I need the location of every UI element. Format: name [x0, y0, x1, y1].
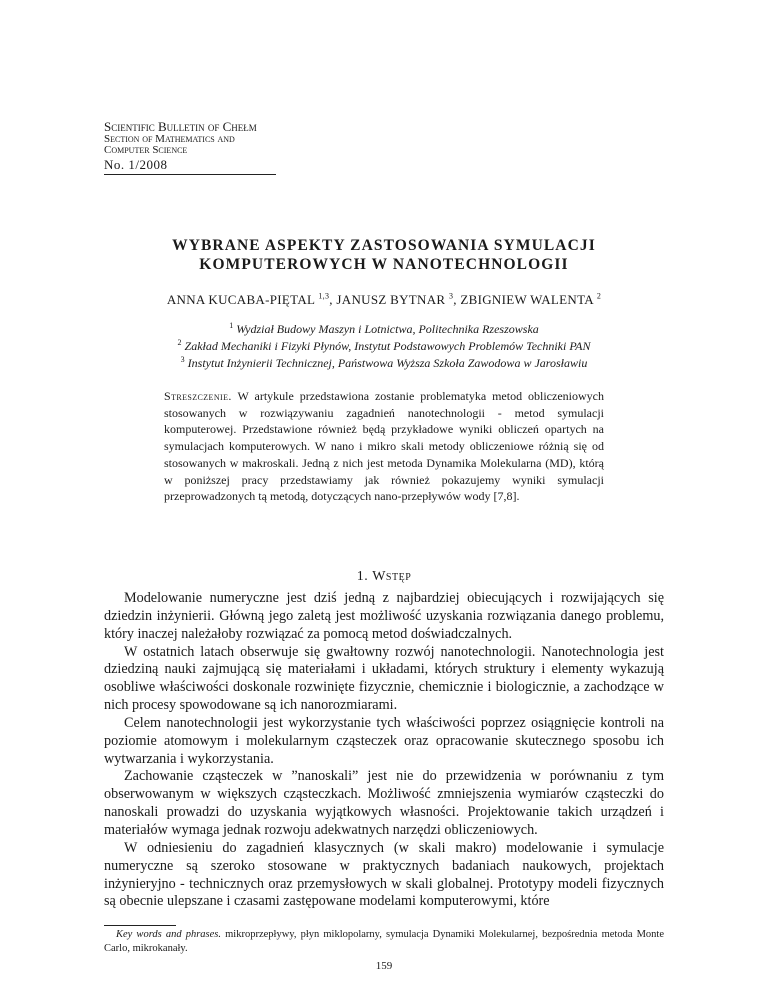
body-paragraph: W odniesieniu do zagadnień klasycznych (w skali makro) modelowanie i symulacje numeryczne są szeroko stosowane w praktycznych badaniach naukowych, projektach inżynieryjno - technicznych oraz przemysłowych w skali globalnej. Prototypy modeli fizycznych są obecnie ulepszane i czasami zastępowane modelami komputerowymi, które: [104, 839, 664, 910]
abstract-text: W artykule przedstawiona zostanie problematyka metod obliczeniowych stosowanych w rozwiązywaniu zagadnień nanotechnologii - metod symulacji komputerowej. Przedstawione również będą przykładowe wyniki obliczeń opartych na symulacjach komputerowych. W nano i mikro skali metody obliczeniowe różnią się od stosowanych w makroskali. Jedną z nich jest metoda Dynamika Molekularna (MD), którą w poniższej pracy przedstawiamy jak również pokazujemy wyniki symulacji przeprowadzonych tą metodą, dotyczących nano-przepływów wody [7,8].: [164, 389, 604, 504]
body-text: [104, 590, 664, 911]
affiliation-number: 3: [180, 355, 185, 364]
author-name: JANUSZ BYTNAR: [336, 292, 446, 307]
author-affiliation-mark: 1,3: [318, 291, 330, 301]
journal-section-line-1: Section of Mathematics and: [104, 133, 235, 145]
abstract-label: Streszczenie.: [164, 389, 232, 403]
journal-issue: No. 1/2008: [104, 157, 168, 172]
section-number: 1.: [356, 569, 369, 584]
journal-rule: [104, 174, 276, 175]
footnote: [104, 928, 664, 956]
paper-title-line-1: WYBRANE ASPEKTY ZASTOSOWANIA SYMULACJI: [172, 237, 596, 254]
author-separator: ,: [329, 292, 337, 307]
affiliation-number: 2: [177, 338, 182, 347]
author-separator: ,: [453, 292, 461, 307]
footnote-spacer: [104, 929, 116, 940]
affiliation-text: Wydział Budowy Maszyn i Lotnictwa, Politechnika Rzeszowska: [236, 322, 539, 336]
page-number: 159: [375, 960, 393, 972]
affiliation: [0, 339, 768, 354]
affiliation: [0, 356, 768, 371]
journal-name: Scientific Bulletin of Chełm: [104, 119, 257, 134]
section-heading: [0, 569, 768, 585]
affiliation-text: Zakład Mechaniki i Fizyki Płynów, Instytut Podstawowych Problemów Techniki PAN: [184, 339, 591, 353]
body-paragraph: Modelowanie numeryczne jest dziś jedną z najbardziej obiecujących i rozwijających się dziedzin inżynierii. Główną jego zaletą jest możliwość uzyskania rozwiązania danego problemu, który inaczej należałoby rozwiązać za pomocą metod doświadczalnych.: [104, 590, 664, 642]
author-list: [0, 292, 768, 308]
body-paragraph: Zachowanie cząsteczek w ”nanoskali” jest nie do przewidzenia w porównaniu z tym obserwowanym w większych cząsteczkach. Możliwość zmniejszenia wymiarów cząsteczki do nanoskali prowadzi do uzyskania wyjątkowych własności. Projektowanie takich urządzeń i materiałów wymaga jednak rozwoju adekwatnych narzędzi obliczeniowych.: [104, 768, 664, 838]
journal-header: [104, 120, 278, 175]
section-title: Wstęp: [372, 569, 412, 584]
affiliation: [0, 322, 768, 337]
footnote-label: Key words and phrases.: [116, 929, 221, 940]
journal-section-line-2: Computer Science: [104, 144, 188, 156]
affiliation-number: 1: [229, 321, 234, 330]
abstract: [164, 388, 604, 505]
body-paragraph: W ostatnich latach obserwuje się gwałtowny rozwój nanotechnologii. Nanotechnologia jest dziedziną nauki zajmującą się materiałami i układami, których struktury i elementy wykazują osobliwe właściwości doskonale rozwinięte fizycznie, chemicznie i biologicznie, a zachodzące w nich procesy spowodowane są ich nanorozmiarami.: [104, 643, 664, 714]
author-name: ZBIGNIEW WALENTA: [460, 292, 594, 307]
footnote-text: mikroprzepływy, płyn miklopolarny, symulacja Dynamiki Molekularnej, bezpośrednia metoda Monte Carlo, mikrokanały.: [104, 929, 665, 954]
author-affiliation-mark: 2: [596, 291, 602, 301]
body-paragraph: Celem nanotechnologii jest wykorzystanie tych właściwości poprzez osiągnięcie kontroli na poziomie atomowym i molekularnym cząsteczek oraz opracowanie skutecznego sposobu ich wytwarzania i wykorzystania.: [104, 714, 664, 767]
author-name: ANNA KUCABA-PIĘTAL: [166, 292, 315, 307]
footnote-rule: [104, 925, 176, 926]
author-affiliation-mark: 3: [448, 291, 454, 301]
affiliation-text: Instytut Inżynierii Technicznej, Państwowa Wyższa Szkoła Zawodowa w Jarosławiu: [187, 356, 588, 370]
paper-title-line-2: KOMPUTEROWYCH W NANOTECHNOLOGII: [199, 256, 569, 273]
